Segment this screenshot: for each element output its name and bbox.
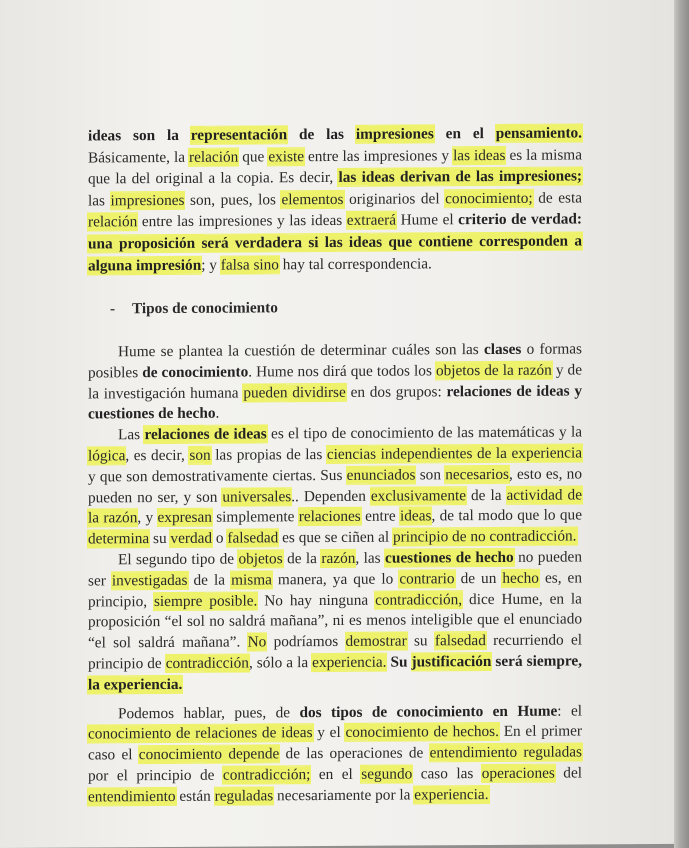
text-line: la experiencia. xyxy=(88,675,183,694)
text-line: entendimiento están reguladas necesariamente por la experiencia. xyxy=(88,785,489,806)
heading-text: Tipos de conocimiento xyxy=(132,299,278,318)
text-line: la razón, y expresan simplemente relaciones entre ideas, de tal modo que lo que xyxy=(88,506,582,527)
text-line: que la del original a la copia. Es decir, las ideas derivan de las impresiones; xyxy=(88,167,582,188)
text-line: El segundo tipo de objetos de la razón, las cuestiones de hecho no pueden xyxy=(118,548,582,569)
body-section xyxy=(88,339,582,808)
text-line: determina su verdad o falsedad es que se ciñen al principio de no contradicción. xyxy=(88,527,577,548)
text-line: cuestiones de hecho. xyxy=(88,405,220,423)
text-line: “el sol saldrá mañana”. No podríamos demostrar su falsedad recurriendo el xyxy=(88,631,583,652)
text-line: conocimiento de relaciones de ideas y el conocimiento de hechos. En el primer xyxy=(88,722,582,743)
text-line: la investigación humana pueden dividirse en dos grupos: relaciones de ideas y xyxy=(88,382,582,403)
text-line: Hume se plantea la cuestión de determinar cuáles son las clases o formas xyxy=(118,340,583,361)
text-line: proposición “el sol no saldrá mañana”, ni es menos inteligible que el enunciado xyxy=(88,610,582,631)
text-line: las impresiones son, pues, los elementos originarios del conocimiento; de esta xyxy=(88,189,582,210)
text-line: Podemos hablar, pues, de dos tipos de conocimiento en Hume: el xyxy=(118,701,582,722)
section-heading xyxy=(110,297,278,320)
text-line: pueden no ser, y son universales.. Dependen exclusivamente de la actividad de xyxy=(88,486,582,507)
text-line: lógica, es decir, son las propias de las ciencias independientes de la experiencia xyxy=(88,444,583,465)
text-line: Básicamente, la relación que existe entre las impresiones y las ideas es la misma xyxy=(88,146,582,167)
text-line: y que son demostrativamente ciertas. Sus enunciados son necesarios, esto es, no xyxy=(88,465,582,486)
paragraph-impresiones xyxy=(88,122,582,276)
text-line: ideas son la representación de las impresiones en el pensamiento. xyxy=(88,124,583,145)
text-line: relación entre las impresiones y las ideas extraerá Hume el criterio de verdad: xyxy=(88,210,582,231)
page-edge xyxy=(674,0,689,848)
text-line: ser investigadas de la misma manera, ya que lo contrario de un hecho es, en xyxy=(88,569,582,590)
heading-dash: - xyxy=(110,300,116,318)
text-line: alguna impresión; y falsa sino hay tal correspondencia. xyxy=(88,254,432,275)
text-line: Las relaciones de ideas es el tipo de conocimiento de las matemáticas y la xyxy=(118,423,582,444)
text-line: posibles de conocimiento. Hume nos dirá que todos los objetos de la razón y de xyxy=(88,361,582,382)
text-line: una proposición será verdadera si las ideas que contiene corresponden a xyxy=(88,232,582,253)
text-line: por el principio de contradicción; en el segundo caso las operaciones del xyxy=(88,764,582,785)
text-line: principio, siempre posible. No hay ninguna contradicción, dice Hume, en la xyxy=(88,590,582,611)
text-line: principio de contradicción, sólo a la experiencia. Su justificación será siempre, xyxy=(88,652,582,673)
text-line: caso el conocimiento depende de las operaciones de entendimiento reguladas xyxy=(88,743,582,764)
